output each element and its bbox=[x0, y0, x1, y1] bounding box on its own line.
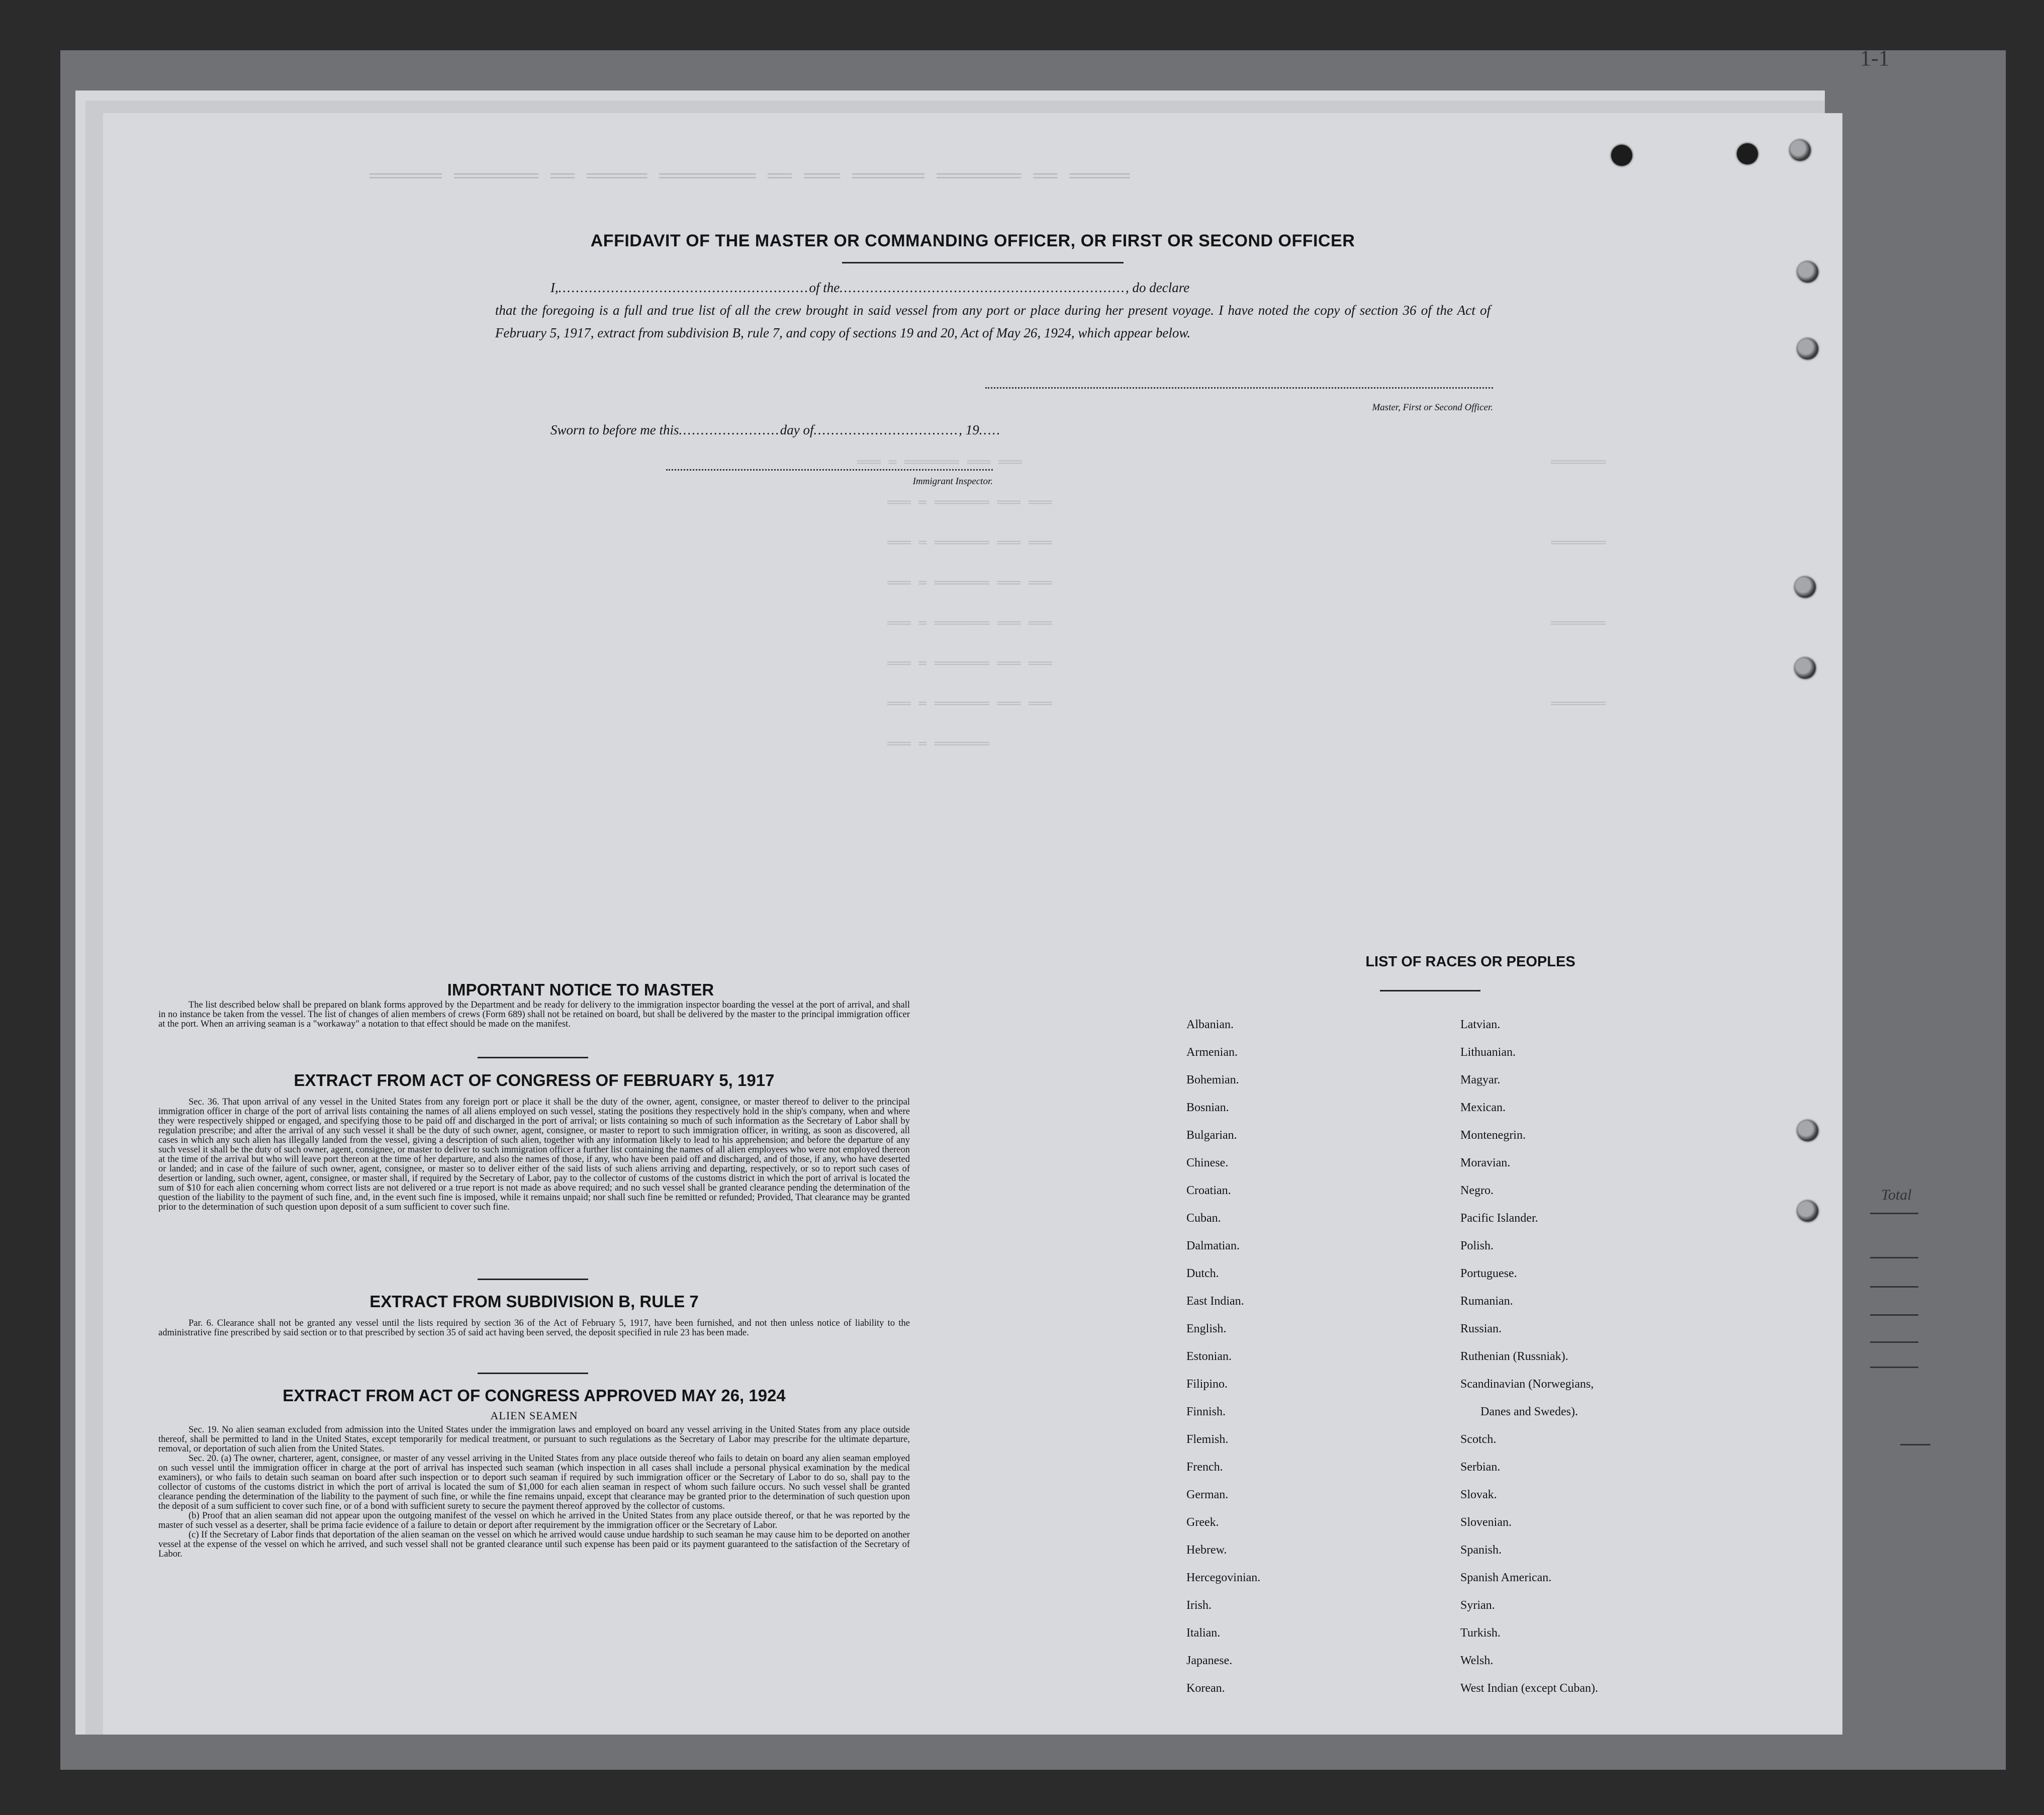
sec-20a-text: Sec. 20. (a) The owner, charterer, agent, consignee, or master of any vessel arriving in the United States from any place outside thereof who fails to detain on board any alien seaman employed on such vessel until the immigration officer in charge at the port of arrival has inspected such seaman (which inspection in all cases shall include a personal physical examination by the medical examiners), or who fails to detain such seaman on board after such inspection or to deport such seaman if required by such immigration officer or the Secretary of Labor to do so, shall pay to the collector of customs of the customs district in which the port of arrival is located the sum of $1,000 for each alien seaman in respect of whom such failure occurs. No such vessel shall be granted clearance pending the determination of the liability to the payment of such fine, or while the fine remains unpaid, except that clearance may be granted prior to the determination of such question upon the deposit of a sum sufficient to cover such fine, or of a bond with sufficient surety to secure the payment thereof approved by the collector of customs. bbox=[158, 1454, 910, 1511]
total-rule bbox=[1870, 1213, 1918, 1214]
rule7-text: Par. 6. Clearance shall not be granted any vessel until the lists required by section 36 of the Act of February 5, 1917, have been furnished, and not then unless notice of liability to the administrative fine prescribed by said section or to that prescribed by section 35 of said act having been served, the deposit specified in rule 23 has been made. bbox=[158, 1318, 910, 1338]
race-item: Italian. bbox=[1186, 1626, 1221, 1640]
bleed-through: ═══════ bbox=[1551, 535, 1606, 551]
bleed-through: ══════ ═══════ ══ ═════ ════════ ══ ═══ ══════ ═══════ ══ ═════ bbox=[369, 166, 1130, 189]
race-item: Montenegrin. bbox=[1460, 1129, 1526, 1142]
affidavit-body bbox=[495, 277, 1491, 344]
bleed-through: ═══════ bbox=[1551, 455, 1606, 470]
bleed-through: ═══════ bbox=[1551, 616, 1606, 631]
sworn-line: Sworn to before me this.......................day of................................., 19..... bbox=[550, 422, 1001, 437]
race-item: Flemish. bbox=[1186, 1433, 1229, 1446]
race-item: Hercegovinian. bbox=[1186, 1571, 1261, 1584]
race-item: Negro. bbox=[1460, 1184, 1494, 1197]
races-left-column bbox=[1186, 1011, 1260, 1702]
race-item: Portuguese. bbox=[1460, 1267, 1517, 1280]
manifest-page bbox=[103, 113, 1842, 1735]
races-title: LIST OF RACES OR PEOPLES bbox=[1365, 954, 1575, 970]
race-item: Chinese. bbox=[1186, 1156, 1229, 1169]
total-label: Total bbox=[1881, 1187, 1912, 1203]
rule7-title: EXTRACT FROM SUBDIVISION B, RULE 7 bbox=[369, 1292, 699, 1311]
race-item: French. bbox=[1186, 1461, 1223, 1474]
races-right-column bbox=[1460, 1011, 1598, 1702]
sworn-year: , 19 bbox=[959, 422, 979, 437]
affidavit-of-the: of the bbox=[809, 280, 840, 295]
total-rule bbox=[1870, 1314, 1918, 1316]
race-item: Bohemian. bbox=[1186, 1073, 1239, 1086]
race-item: Russian. bbox=[1460, 1322, 1502, 1335]
bleed-through: ═══════ bbox=[1551, 696, 1606, 711]
race-item: Rumanian. bbox=[1460, 1295, 1513, 1308]
affidavit-statement: that the foregoing is a full and true list of all the crew brought in said vessel from any port or place during her present voyage. I have noted the copy of section 36 of the Act of February 5, 1917, extract from subdivision B, rule 7, and copy of sections 19 and 20, Act of May 26, 1924, which appear below. bbox=[495, 303, 1491, 340]
race-item: German. bbox=[1186, 1488, 1229, 1501]
races-title-rule bbox=[1380, 990, 1480, 991]
race-item: Cuban. bbox=[1186, 1212, 1221, 1225]
race-item: Pacific Islander. bbox=[1460, 1212, 1538, 1225]
inspector-caption: Immigrant Inspector. bbox=[912, 476, 993, 487]
punch-hole bbox=[1795, 658, 1816, 679]
race-item: Welsh. bbox=[1460, 1654, 1494, 1667]
race-item: Polish. bbox=[1460, 1239, 1494, 1252]
affidavit-declare: , do declare bbox=[1126, 280, 1190, 295]
race-item: Filipino. bbox=[1186, 1378, 1228, 1391]
race-item: Korean. bbox=[1186, 1682, 1225, 1695]
corner-pencil-mark: 1-1 bbox=[1860, 46, 1890, 70]
race-item: Spanish. bbox=[1460, 1544, 1502, 1557]
race-item: Lithuanian. bbox=[1460, 1046, 1516, 1059]
race-item: Estonian. bbox=[1186, 1350, 1232, 1363]
signature-line bbox=[985, 387, 1493, 389]
punch-hole bbox=[1790, 140, 1811, 161]
affidavit-first-line: I,.........................................................of the................................................................., do declare bbox=[495, 277, 1491, 299]
race-item: Armenian. bbox=[1186, 1046, 1238, 1059]
bleed-through: ═══ ═ ═══════ ═══ ═══ bbox=[887, 656, 1052, 671]
race-item: Bosnian. bbox=[1186, 1101, 1229, 1114]
total-rule bbox=[1870, 1286, 1918, 1288]
margin-mark bbox=[1900, 1444, 1930, 1445]
race-item: Turkish. bbox=[1460, 1626, 1501, 1640]
section-rule bbox=[478, 1373, 588, 1374]
extract-1924-subtitle: ALIEN SEAMEN bbox=[490, 1409, 578, 1422]
sec-20c-text: (c) If the Secretary of Labor finds that deportation of the alien seaman on the vessel on which he arrived would cause undue hardship to such seaman he may cause him to be deported on another vessel at the expense of the vessel on which he arrived, and such vessel shall not be granted clearance until such expense has been paid or its payment guaranteed to the satisfaction of the Secretary of Labor. bbox=[158, 1530, 910, 1559]
section-rule bbox=[478, 1057, 588, 1058]
race-item: Ruthenian (Russniak). bbox=[1460, 1350, 1568, 1363]
title-rule bbox=[842, 262, 1124, 263]
sec-20b-text: (b) Proof that an alien seaman did not appear upon the outgoing manifest of the vessel on which he arrived in the United States from any place outside thereof, or that he was reported by the master of such vessel as a deserter, shall be prima facie evidence of a failure to detain or deport after requirement by the immigration officer or the Secretary of Labor. bbox=[158, 1511, 910, 1530]
race-item: Syrian. bbox=[1460, 1599, 1495, 1612]
sec-19-text: Sec. 19. No alien seaman excluded from admission into the United States under the immigration laws and employed on board any vessel arriving in the United States from any place outside thereof, shall be permitted to land in the United States, except temporarily for medical treatment, or pursuant to such regulations as the Secretary of Labor may prescribe for the ultimate departure, removal, or deportation of such alien from the United States. bbox=[158, 1425, 910, 1454]
race-item: Finnish. bbox=[1186, 1405, 1226, 1418]
total-rule bbox=[1870, 1341, 1918, 1343]
punch-hole bbox=[1797, 1120, 1818, 1141]
punch-hole bbox=[1611, 145, 1632, 166]
punch-hole bbox=[1795, 577, 1816, 598]
race-item: Latvian. bbox=[1460, 1018, 1501, 1031]
punch-hole bbox=[1797, 261, 1818, 283]
race-item: English. bbox=[1186, 1322, 1227, 1335]
race-item: West Indian (except Cuban). bbox=[1460, 1682, 1598, 1695]
punch-hole bbox=[1737, 143, 1758, 164]
punch-hole bbox=[1797, 338, 1818, 359]
signature-caption: Master, First or Second Officer. bbox=[1372, 402, 1493, 413]
race-item: Serbian. bbox=[1460, 1461, 1501, 1474]
inspector-signature-line bbox=[666, 469, 993, 471]
race-item: Mexican. bbox=[1460, 1101, 1506, 1114]
race-item: Magyar. bbox=[1460, 1073, 1501, 1086]
race-item: Hebrew. bbox=[1186, 1544, 1227, 1557]
extract-1917-title: EXTRACT FROM ACT OF CONGRESS OF FEBRUARY 5, 1917 bbox=[294, 1071, 775, 1090]
race-item: East Indian. bbox=[1186, 1295, 1244, 1308]
bleed-through: ═══ ═ ═══════ ═══ ═══ bbox=[887, 616, 1052, 631]
race-item: Scandinavian (Norwegians, bbox=[1460, 1378, 1594, 1391]
race-item: Danes and Swedes). bbox=[1480, 1405, 1578, 1418]
bleed-through: ═══ ═ ═══════ ═══ ═══ bbox=[887, 576, 1052, 591]
race-item: Scotch. bbox=[1460, 1433, 1497, 1446]
race-item: Irish. bbox=[1186, 1599, 1212, 1612]
extract-1924-text bbox=[158, 1425, 910, 1559]
section-rule bbox=[478, 1279, 588, 1280]
punch-hole bbox=[1797, 1201, 1818, 1222]
bleed-through: ═══ ═ ═══════ ═══ ═══ bbox=[887, 696, 1052, 711]
race-item: Slovak. bbox=[1460, 1488, 1497, 1501]
notice-text: The list described below shall be prepared on blank forms approved by the Department and be ready for delivery to the immigration inspector boarding the vessel at the port of arrival, and shall in no instance be taken from the vessel. The list of changes of alien members of crews (Form 689) shall not be retained on board, but shall be delivered by the master to the principal immigration officer at the port. When an arriving seaman is a "workaway" a notation to that effect should be made on the manifest. bbox=[158, 1000, 910, 1029]
bleed-through: ═══ ═ ═══════ ═══ ═══ bbox=[887, 535, 1052, 551]
extract-1924-title: EXTRACT FROM ACT OF CONGRESS APPROVED MAY 26, 1924 bbox=[283, 1386, 786, 1405]
race-item: Dutch. bbox=[1186, 1267, 1219, 1280]
notice-title: IMPORTANT NOTICE TO MASTER bbox=[447, 980, 714, 999]
affidavit-i: I, bbox=[550, 280, 559, 295]
race-item: Japanese. bbox=[1186, 1654, 1233, 1667]
sworn-prefix: Sworn to before me this bbox=[550, 422, 679, 437]
race-item: Slovenian. bbox=[1460, 1516, 1512, 1529]
race-item: Dalmatian. bbox=[1186, 1239, 1240, 1252]
affidavit-title: AFFIDAVIT OF THE MASTER OR COMMANDING OFFICER, OR FIRST OR SECOND OFFICER bbox=[590, 231, 1355, 250]
race-item: Croatian. bbox=[1186, 1184, 1231, 1197]
extract-1917-text: Sec. 36. That upon arrival of any vessel in the United States from any foreign port or place it shall be the duty of the owner, agent, consignee, or master thereof to deliver to the principal immigration officer in charge of the port of arrival lists containing the names of all aliens employed on such vessel, stating the positions they respectively hold in the ship's company, when and where they were respectively shipped or engaged, and specifying those to be paid off and discharged in the port of arrival; or lists containing so much of such information as the Secretary of Labor shall by regulation prescribe; and after the arrival of any such vessel it shall be the duty of such owner, agent, consignee, or master to report to such immigration officer, in writing, as soon as discovered, all cases in which any such alien has illegally landed from the vessel, giving a description of such alien, together with any information likely to lead to his apprehension; and before the departure of any such vessel it shall be the duty of such owner, agent, consignee, or master to deliver to such immigration officer a further list containing the names of all alien employees who were not employed thereon at the time of the arrival but who will leave port thereon at the time of her departure, and also the names of those, if any, who have been paid off and discharged, and of those, if any, who have deserted or landed; and in case of the failure of such owner, agent, consignee, or master so to deliver either of the said lists of such aliens arriving and departing, respectively, or so to report such cases of desertion or landing, such owner, agent, consignee, or master shall, if required by the Secretary of Labor, pay to the collector of customs of the customs district in which the port of arrival is located the sum of $10 for each alien concerning whom correct lists are not delivered or a true report is not made as above required; and no such vessel shall be granted clearance pending the determination of the question of the liability to the payment of such fine, and, in the event such fine is imposed, while it remains unpaid; nor shall such fine be remitted or refunded; Provided, That clearance may be granted prior to the determination of such question upon deposit of a sum sufficient to cover such fine. bbox=[158, 1097, 910, 1212]
bleed-through: ═══ ═ ═══════ ═══ ═══ bbox=[857, 455, 1022, 470]
total-rule bbox=[1870, 1367, 1918, 1368]
race-item: Spanish American. bbox=[1460, 1571, 1552, 1584]
total-rule bbox=[1870, 1257, 1918, 1258]
bleed-through: ═══ ═ ═══════ bbox=[887, 737, 989, 752]
sworn-day: day of bbox=[780, 422, 814, 437]
race-item: Bulgarian. bbox=[1186, 1129, 1237, 1142]
race-item: Greek. bbox=[1186, 1516, 1219, 1529]
race-item: Moravian. bbox=[1460, 1156, 1511, 1169]
race-item: Albanian. bbox=[1186, 1018, 1234, 1031]
bleed-through: ═══ ═ ═══════ ═══ ═══ bbox=[887, 495, 1052, 510]
